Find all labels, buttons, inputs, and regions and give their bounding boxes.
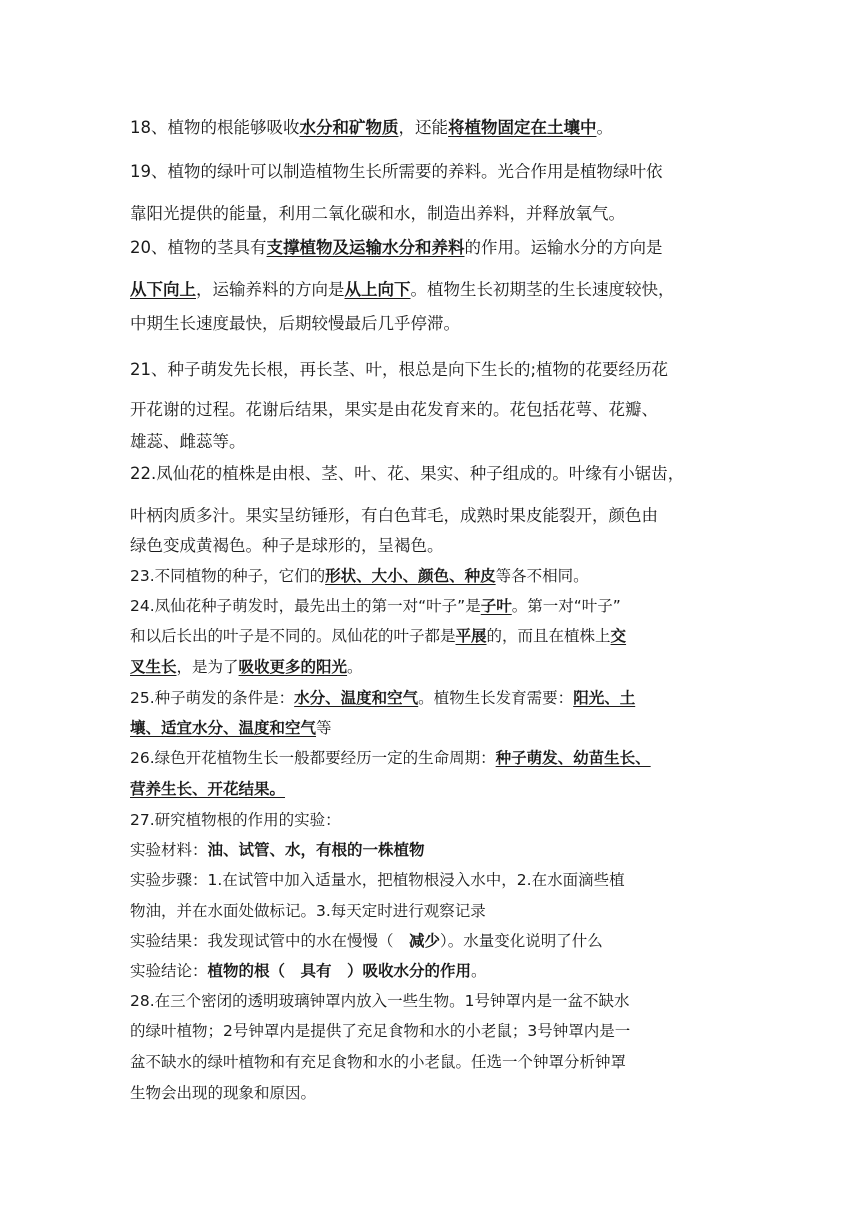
text-segment: ，是为了	[176, 658, 239, 676]
text-segment: 等	[316, 719, 332, 737]
text-segment: 开花谢的过程。花谢后结果，果实是由花发育来的。花包括花萼、花瓣、	[130, 400, 658, 419]
q27-steps-line-2	[130, 899, 486, 923]
text-segment: 。	[471, 962, 487, 980]
answer-text: 阳光、土	[573, 689, 636, 707]
text-segment: 实验材料：	[130, 841, 208, 859]
text-segment: 20、植物的茎具有	[130, 238, 267, 257]
text-segment: 实验结论：	[130, 962, 208, 980]
answer-text: 水分和矿物质	[299, 118, 399, 137]
q24-line-1	[130, 594, 621, 618]
q27-result-line	[130, 929, 603, 953]
text-segment: 21、种子萌发先长根，再长茎、叶，根总是向下生长的;植物的花要经历花	[130, 360, 669, 379]
text-segment: 雄蕊、雌蕊等。	[130, 432, 246, 451]
q24-line-3	[130, 655, 363, 679]
text-segment: 。第一对“叶子”	[511, 597, 621, 615]
q28-line-1	[130, 989, 630, 1013]
text-segment: 和以后长出的叶子是不同的。凤仙花的叶子都是	[130, 627, 456, 645]
text-segment: 等各不相同。	[495, 567, 589, 585]
answer-text: 将植物固定在土壤中	[448, 118, 597, 137]
text-segment: 18、植物的根能够吸收	[130, 118, 300, 137]
text-segment: 22.凤仙花的植株是由根、茎、叶、花、果实、种子组成的。叶缘有小锯齿，	[130, 464, 685, 483]
q22-line-2	[130, 504, 658, 528]
text-segment: 靠阳光提供的能量，利用二氧化碳和水，制造出养料，并释放氧气。	[130, 204, 625, 223]
q20-line-2	[130, 278, 675, 302]
text-segment: 25.种子萌发的条件是：	[130, 689, 295, 707]
text-segment: 26.绿色开花植物生长一般都要经历一定的生命周期：	[130, 749, 496, 767]
q26-line-1	[130, 746, 651, 770]
answer-text: 壤、适宜水分、温度和空气	[130, 719, 317, 737]
answer-text: 平展	[455, 627, 487, 645]
q19-line-1	[130, 160, 663, 184]
text-segment: 盆不缺水的绿叶植物和有充足食物和水的小老鼠。任选一个钟罩分析钟罩	[130, 1053, 627, 1071]
q23-line	[130, 564, 589, 588]
q27-steps-line-1	[130, 868, 625, 892]
answer-text: 从上向下	[344, 280, 411, 299]
answer-text: 营养生长、开花结果。	[130, 780, 286, 798]
q21-line-1	[130, 358, 668, 382]
q18-line	[130, 116, 613, 140]
text-segment: ，还能	[398, 118, 448, 137]
text-segment: 植物的根（ 具有 ）吸收水分的作用	[207, 962, 472, 980]
text-segment: 。植物生长初期茎的生长速度较快，	[410, 280, 675, 299]
text-segment: 的，而且在植株上	[486, 627, 611, 645]
q27-materials-line	[130, 838, 425, 862]
q22-line-1	[130, 462, 684, 486]
text-segment: 24.凤仙花种子萌发时，最先出土的第一对“叶子”是	[130, 597, 481, 615]
text-segment: 27.研究植物根的作用的实验：	[130, 811, 341, 829]
text-segment: 实验结果：我发现试管中的水在慢慢（	[130, 932, 410, 950]
text-segment: 。植物生长发育需要：	[418, 689, 574, 707]
text-segment: 物油，并在水面处做标记。3.每天定时进行观察记录	[130, 902, 486, 920]
text-segment: 的绿叶植物；2号钟罩内是提供了充足食物和水的小老鼠；3号钟罩内是一	[130, 1022, 631, 1040]
q28-line-3	[130, 1050, 626, 1074]
text-segment: 的作用。运输水分的方向是	[464, 238, 663, 257]
text-segment: 实验步骤：1.在试管中加入适量水，把植物根浸入水中，2.在水面滴些植	[130, 871, 625, 889]
text-segment: 油、试管、水，有根的一株植物	[207, 841, 425, 859]
q19-line-2	[130, 202, 625, 226]
q20-line-1	[130, 236, 663, 260]
q27-line	[130, 808, 341, 832]
text-segment: 23.不同植物的种子，它们的	[130, 567, 326, 585]
q22-line-3	[130, 534, 444, 558]
q27-conclusion-line	[130, 959, 487, 983]
q24-line-2	[130, 624, 626, 648]
text-segment: 。	[596, 118, 613, 137]
answer-text: 形状、大小、颜色、种皮	[325, 567, 496, 585]
text-segment: 28.在三个密闭的透明玻璃钟罩内放入一些生物。1号钟罩内是一盆不缺水	[130, 992, 630, 1010]
text-segment: 生物会出现的现象和原因。	[130, 1084, 317, 1102]
text-segment: 减少	[409, 932, 441, 950]
q25-line-2	[130, 716, 332, 740]
answer-text: 种子萌发、幼苗生长、	[495, 749, 651, 767]
q25-line-1	[130, 686, 635, 710]
answer-text: 交	[610, 627, 627, 645]
q26-line-2	[130, 777, 285, 801]
text-segment: 中期生长速度最快，后期较慢最后几乎停滞。	[130, 314, 460, 333]
answer-text: 叉生长	[130, 658, 177, 676]
text-segment: 。	[347, 658, 363, 676]
answer-text: 水分、温度和空气	[294, 689, 419, 707]
text-segment: ）。水量变化说明了什么	[440, 932, 603, 950]
q21-line-2	[130, 398, 658, 422]
answer-text: 吸收更多的阳光	[238, 658, 348, 676]
q28-line-2	[130, 1019, 630, 1043]
q21-line-3	[130, 430, 246, 454]
answer-text: 子叶	[480, 597, 512, 615]
text-segment: 叶柄肉质多汁。果实呈纺锤形，有白色茸毛，成熟时果皮能裂开，颜色由	[130, 506, 658, 525]
q28-line-4	[130, 1081, 316, 1105]
text-segment: 绿色变成黄褐色。种子是球形的，呈褐色。	[130, 536, 444, 555]
answer-text: 从下向上	[130, 280, 196, 299]
text-segment: 19、植物的绿叶可以制造植物生长所需要的养料。光合作用是植物绿叶依	[130, 162, 663, 181]
answer-text: 支撑植物及运输水分和养料	[266, 238, 465, 257]
q20-line-3	[130, 312, 460, 336]
text-segment: ，运输养料的方向是	[196, 280, 345, 299]
